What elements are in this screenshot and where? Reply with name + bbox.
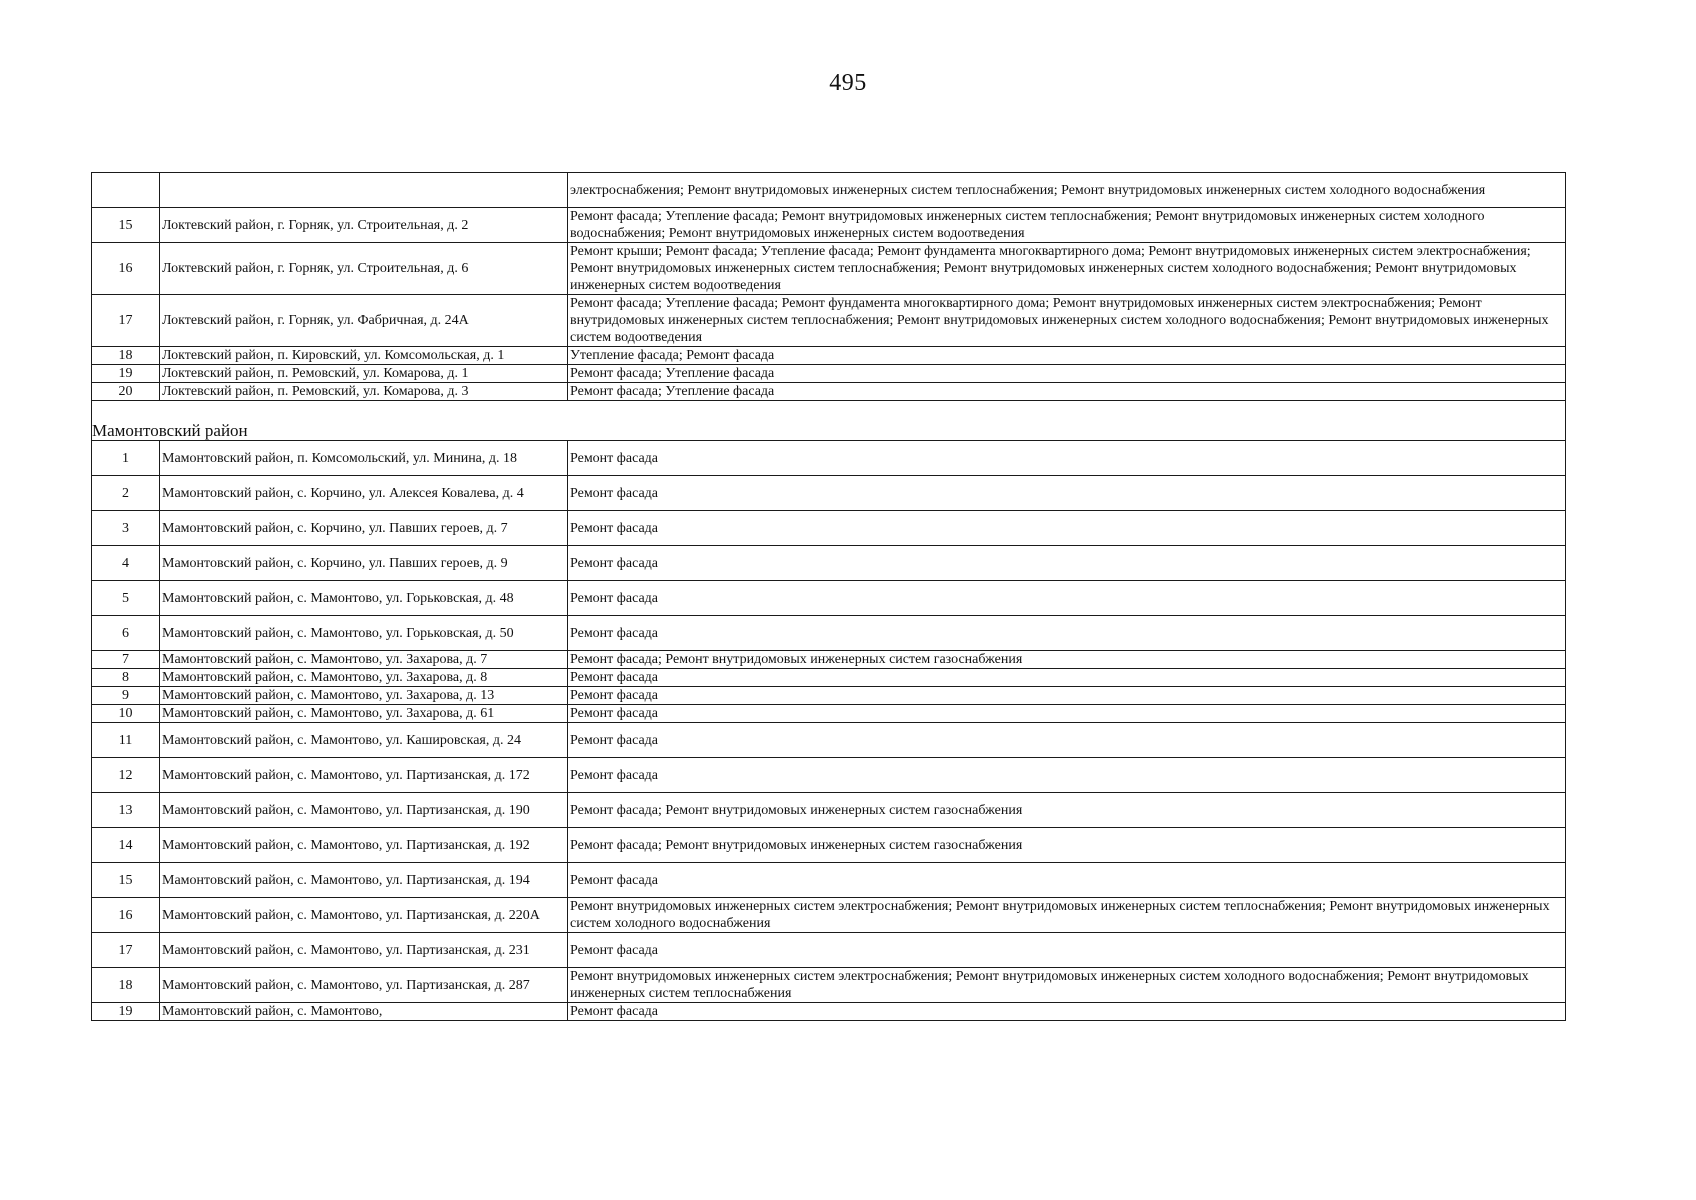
page-number: 495 xyxy=(829,70,867,96)
row-address: Локтевский район, п. Ремовский, ул. Комарова, д. 3 xyxy=(160,383,568,401)
table-row xyxy=(92,476,1566,511)
row-work: Ремонт фасада; Утепление фасада xyxy=(568,383,1566,401)
table-row xyxy=(92,616,1566,651)
table-row xyxy=(92,723,1566,758)
table-row xyxy=(92,758,1566,793)
table-row xyxy=(92,687,1566,705)
row-work: Ремонт фасада xyxy=(568,758,1566,793)
table-row xyxy=(92,581,1566,616)
row-work: электроснабжения; Ремонт внутридомовых инженерных систем теплоснабжения; Ремонт внутридомовых инженерных систем холодного водоснабжения xyxy=(568,173,1566,208)
row-number: 8 xyxy=(92,669,160,687)
row-number: 20 xyxy=(92,383,160,401)
row-number: 9 xyxy=(92,687,160,705)
row-number: 17 xyxy=(92,295,160,347)
row-number: 19 xyxy=(92,365,160,383)
row-work: Ремонт фасада xyxy=(568,669,1566,687)
table-row xyxy=(92,828,1566,863)
table-row xyxy=(92,546,1566,581)
row-address: Мамонтовский район, с. Мамонтово, xyxy=(160,1003,568,1021)
row-work: Ремонт крыши; Ремонт фасада; Утепление фасада; Ремонт фундамента многоквартирного дома; Ремонт внутридомовых инженерных систем электроснабжения; Ремонт внутридомовых инженерных систем теплоснабжения; Ремонт внутридомовых инженерных систем холодного водоснабжения; Ремонт внутридомовых инженерных систем водоотведения xyxy=(568,243,1566,295)
row-work: Ремонт внутридомовых инженерных систем электроснабжения; Ремонт внутридомовых инженерных систем холодного водоснабжения; Ремонт внутридомовых инженерных систем теплоснабжения xyxy=(568,968,1566,1003)
row-work: Ремонт фасада xyxy=(568,511,1566,546)
row-number xyxy=(92,173,160,208)
table-row xyxy=(92,968,1566,1003)
row-address: Мамонтовский район, с. Корчино, ул. Павших героев, д. 7 xyxy=(160,511,568,546)
row-number: 12 xyxy=(92,758,160,793)
row-address: Локтевский район, г. Горняк, ул. Строительная, д. 6 xyxy=(160,243,568,295)
row-number: 14 xyxy=(92,828,160,863)
row-number: 2 xyxy=(92,476,160,511)
row-address: Локтевский район, п. Кировский, ул. Комсомольская, д. 1 xyxy=(160,347,568,365)
row-address: Мамонтовский район, с. Мамонтово, ул. Кашировская, д. 24 xyxy=(160,723,568,758)
row-number: 18 xyxy=(92,968,160,1003)
row-number: 13 xyxy=(92,793,160,828)
row-address: Локтевский район, п. Ремовский, ул. Комарова, д. 1 xyxy=(160,365,568,383)
row-number: 16 xyxy=(92,898,160,933)
row-address: Мамонтовский район, п. Комсомольский, ул. Минина, д. 18 xyxy=(160,441,568,476)
table-row xyxy=(92,863,1566,898)
row-address: Мамонтовский район, с. Мамонтово, ул. Партизанская, д. 194 xyxy=(160,863,568,898)
row-work: Ремонт фасада xyxy=(568,1003,1566,1021)
row-work: Ремонт фасада xyxy=(568,933,1566,968)
section-spacer xyxy=(568,401,1566,441)
row-work: Ремонт фасада xyxy=(568,476,1566,511)
table-row xyxy=(92,383,1566,401)
row-address: Мамонтовский район, с. Мамонтово, ул. Захарова, д. 8 xyxy=(160,669,568,687)
table-row xyxy=(92,933,1566,968)
row-work: Ремонт фасада xyxy=(568,723,1566,758)
row-number: 17 xyxy=(92,933,160,968)
row-work: Ремонт фасада xyxy=(568,616,1566,651)
row-work: Утепление фасада; Ремонт фасада xyxy=(568,347,1566,365)
row-address: Мамонтовский район, с. Мамонтово, ул. Партизанская, д. 190 xyxy=(160,793,568,828)
row-address: Мамонтовский район, с. Мамонтово, ул. Захарова, д. 7 xyxy=(160,651,568,669)
row-number: 19 xyxy=(92,1003,160,1021)
table-row xyxy=(92,441,1566,476)
row-number: 4 xyxy=(92,546,160,581)
table-row xyxy=(92,793,1566,828)
table-row xyxy=(92,295,1566,347)
row-work: Ремонт фасада; Утепление фасада; Ремонт фундамента многоквартирного дома; Ремонт внутридомовых инженерных систем электроснабжения; Ремонт внутридомовых инженерных систем теплоснабжения; Ремонт внутридомовых инженерных систем холодного водоснабжения; Ремонт внутридомовых инженерных систем водоотведения xyxy=(568,295,1566,347)
row-address: Мамонтовский район, с. Мамонтово, ул. Горьковская, д. 50 xyxy=(160,616,568,651)
section-title: Мамонтовский район xyxy=(92,401,568,441)
row-number: 11 xyxy=(92,723,160,758)
row-work: Ремонт фасада; Утепление фасада; Ремонт внутридомовых инженерных систем теплоснабжения; Ремонт внутридомовых инженерных систем холодного водоснабжения; Ремонт внутридомовых инженерных систем водоотведения xyxy=(568,208,1566,243)
row-number: 15 xyxy=(92,863,160,898)
row-address: Локтевский район, г. Горняк, ул. Строительная, д. 2 xyxy=(160,208,568,243)
table-row xyxy=(92,347,1566,365)
row-address: Мамонтовский район, с. Мамонтово, ул. Партизанская, д. 220А xyxy=(160,898,568,933)
row-address: Локтевский район, г. Горняк, ул. Фабричная, д. 24А xyxy=(160,295,568,347)
row-address xyxy=(160,173,568,208)
table-row xyxy=(92,173,1566,208)
row-number: 3 xyxy=(92,511,160,546)
table-row xyxy=(92,669,1566,687)
table-row xyxy=(92,705,1566,723)
row-address: Мамонтовский район, с. Мамонтово, ул. Горьковская, д. 48 xyxy=(160,581,568,616)
row-address: Мамонтовский район, с. Мамонтово, ул. Партизанская, д. 287 xyxy=(160,968,568,1003)
row-work: Ремонт внутридомовых инженерных систем электроснабжения; Ремонт внутридомовых инженерных систем теплоснабжения; Ремонт внутридомовых инженерных систем холодного водоснабжения xyxy=(568,898,1566,933)
row-work: Ремонт фасада xyxy=(568,581,1566,616)
row-address: Мамонтовский район, с. Мамонтово, ул. Захарова, д. 13 xyxy=(160,687,568,705)
row-number: 10 xyxy=(92,705,160,723)
row-number: 6 xyxy=(92,616,160,651)
table-row xyxy=(92,651,1566,669)
row-work: Ремонт фасада; Ремонт внутридомовых инженерных систем газоснабжения xyxy=(568,651,1566,669)
row-number: 5 xyxy=(92,581,160,616)
row-number: 1 xyxy=(92,441,160,476)
table-row xyxy=(92,511,1566,546)
table-row xyxy=(92,365,1566,383)
row-work: Ремонт фасада xyxy=(568,863,1566,898)
row-address: Мамонтовский район, с. Мамонтово, ул. Партизанская, д. 172 xyxy=(160,758,568,793)
row-work: Ремонт фасада; Ремонт внутридомовых инженерных систем газоснабжения xyxy=(568,793,1566,828)
row-number: 16 xyxy=(92,243,160,295)
row-address: Мамонтовский район, с. Корчино, ул. Павших героев, д. 9 xyxy=(160,546,568,581)
row-work: Ремонт фасада; Ремонт внутридомовых инженерных систем газоснабжения xyxy=(568,828,1566,863)
row-work: Ремонт фасада xyxy=(568,705,1566,723)
row-address: Мамонтовский район, с. Мамонтово, ул. Партизанская, д. 231 xyxy=(160,933,568,968)
row-number: 7 xyxy=(92,651,160,669)
table-row xyxy=(92,898,1566,933)
table-row xyxy=(92,243,1566,295)
table-row xyxy=(92,1003,1566,1021)
row-work: Ремонт фасада xyxy=(568,687,1566,705)
works-table xyxy=(91,172,1566,1021)
row-work: Ремонт фасада xyxy=(568,441,1566,476)
row-address: Мамонтовский район, с. Мамонтово, ул. Партизанская, д. 192 xyxy=(160,828,568,863)
row-address: Мамонтовский район, с. Мамонтово, ул. Захарова, д. 61 xyxy=(160,705,568,723)
row-work: Ремонт фасада; Утепление фасада xyxy=(568,365,1566,383)
row-work: Ремонт фасада xyxy=(568,546,1566,581)
row-number: 15 xyxy=(92,208,160,243)
section-header-row xyxy=(92,401,1566,441)
row-number: 18 xyxy=(92,347,160,365)
table-row xyxy=(92,208,1566,243)
row-address: Мамонтовский район, с. Корчино, ул. Алексея Ковалева, д. 4 xyxy=(160,476,568,511)
